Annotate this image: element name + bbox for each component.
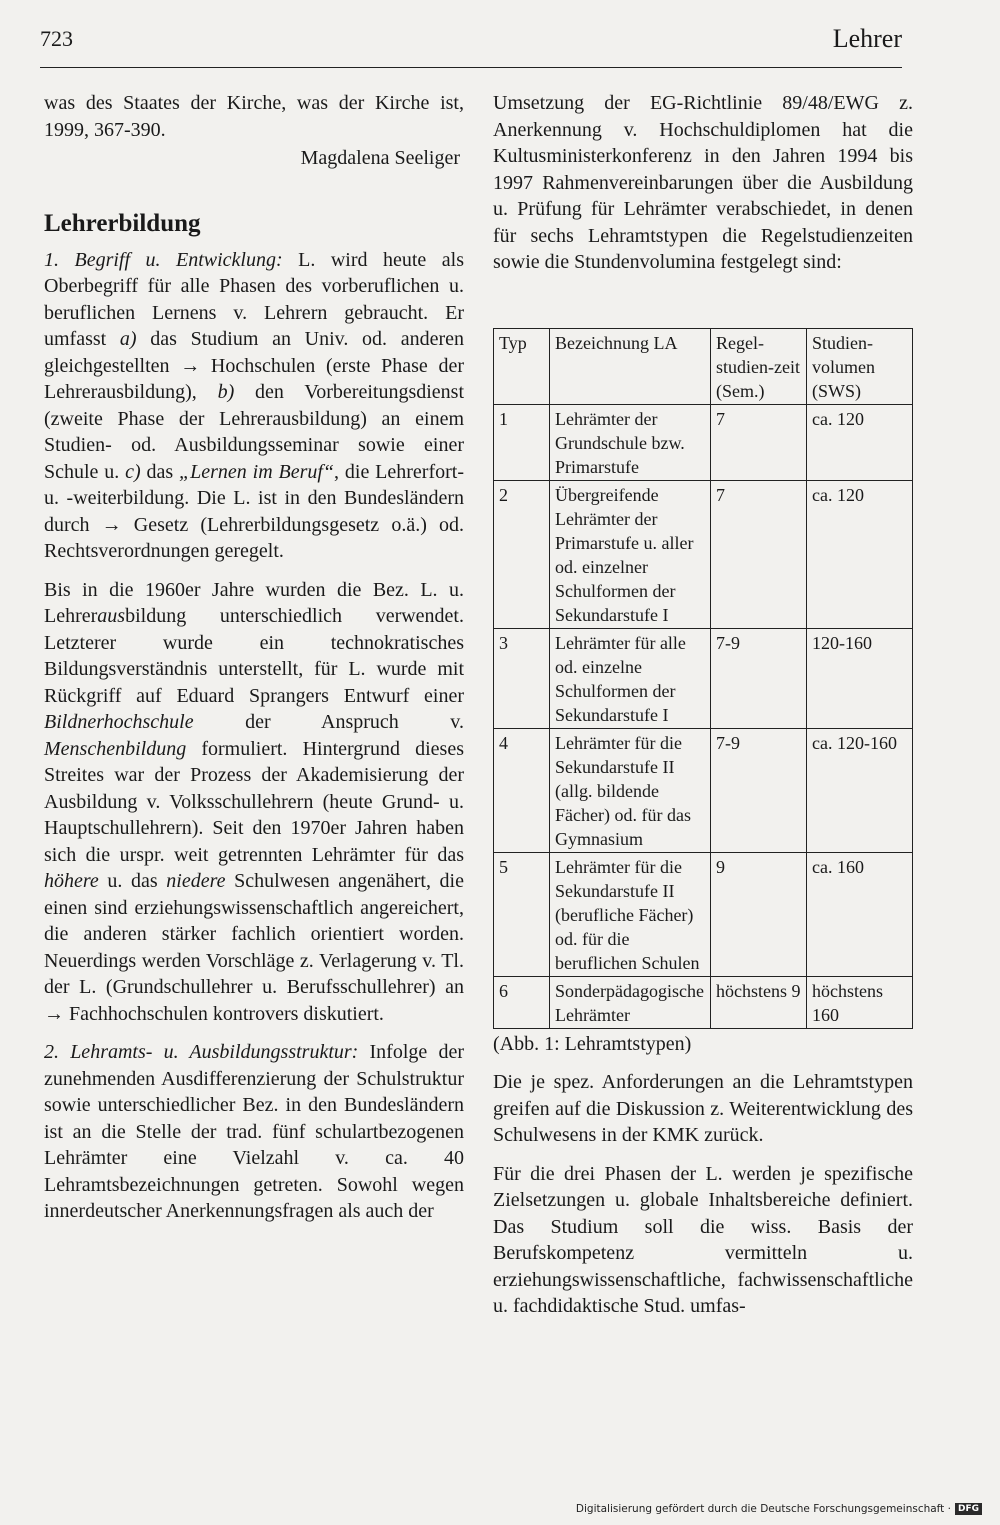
table-cell: Übergreifende Lehrämter der Primarstufe u. aller od. einzelner Schulformen der Sekundarstufe I [550, 480, 711, 628]
table-cell: 7 [711, 404, 807, 480]
section-1-heading: 1. Begriff u. Entwicklung: [44, 248, 283, 271]
history-paragraph: Bis in die 1960er Jahre wurden die Bez. L. u. Lehrerausbildung unterschiedlich verwendet. Letzterer wurde ein technokratisches Bildungsverständnis unterstellt, für L. wurde mit Rückgriff auf Eduard Sprangers Entwurf einer Bildnerhochschule der Anspruch v. Menschenbildung formuliert. Hintergrund dieses Streites war der Prozess der Akademisierung der Ausbildung v. Volksschullehrern (heute Grund- u. Hauptschullehrern). Seit den 1970er Jahren haben sich die urspr. weit getrennten Lehrämter für das höhere u. das niedere Schulwesen angenähert, die einen sind erziehungswissenschaftlich angereichert, die anderen stärker fachlich orientiert worden. Neuerdings werden Vorschläge z. Verlagerung v. Tl. der L. (Grundschullehrer u. Berufsschullehrer) an → Fachhochschulen kontrovers diskutiert. [44, 578, 464, 1025]
previous-article-end: was des Staates der Kirche, was der Kirche ist, 1999, 367-390. [44, 92, 464, 141]
table-header-cell: Studien-volumen (SWS) [807, 328, 913, 404]
table-cell: 5 [494, 852, 550, 976]
section-2-heading: 2. Lehramts- u. Ausbildungsstruktur: [44, 1041, 359, 1063]
regulation-paragraph: Umsetzung der EG-Richtlinie 89/48/EWG z. Anerkennung v. Hochschuldiplomen hat die Kultusministerkonferenz in den Jahren 1994 bis 1997 Rahmenvereinbarungen über die Ausbildung u. Prüfung für Lehrämter verabschiedet, in denen für sechs Lehramtstypen die Regelstudienzeiten sowie die Stundenvolumina festgelegt sind: [493, 92, 913, 273]
table-cell: 4 [494, 728, 550, 852]
table-row [494, 404, 913, 480]
table-cell: Lehrämter für die Sekundarstufe II (allg. bildende Fächer) od. für das Gymnasium [550, 728, 711, 852]
table-cell: höchstens 9 [711, 976, 807, 1028]
right-column [493, 90, 913, 1320]
table-cell: 7-9 [711, 728, 807, 852]
table-cell: 7 [711, 480, 807, 628]
table-cell: Sonderpädagogische Lehrämter [550, 976, 711, 1028]
running-head: Lehrer [832, 24, 902, 53]
table-body [494, 404, 913, 1028]
phases-paragraph: Für die drei Phasen der L. werden je spezifische Zielsetzungen u. globale Inhaltsbereiche definiert. Das Studium soll die wiss. Basis der Berufskompetenz vermitteln u. erziehungswissenschaftliche, fachwissenschaftliche u. fachdidaktische Stud. umfas- [493, 1162, 913, 1317]
dfg-logo-icon: DFG [955, 1503, 982, 1515]
table-cell: Lehrämter der Grundschule bzw. Primarstufe [550, 404, 711, 480]
table-cell: Lehrämter für die Sekundarstufe II (berufliche Fächer) od. für die beruflichen Schulen [550, 852, 711, 976]
table-row [494, 852, 913, 976]
table-cell: ca. 160 [807, 852, 913, 976]
table-cell: Lehrämter für alle od. einzelne Schulformen der Sekundarstufe I [550, 628, 711, 728]
article-title: Lehrerbildung [44, 209, 201, 237]
table-cell: ca. 120 [807, 404, 913, 480]
section-2-paragraph: 2. Lehramts- u. Ausbildungsstruktur: Infolge der zunehmenden Ausdifferenzierung der Schulstruktur sowie unterschiedlicher Bez. in den Bundesländern ist an die Stelle der trad. fünf schulartbezogenen Lehrämter eine Vielzahl v. ca. 40 Lehramtsbezeichnungen getreten. Sowohl wegen innerdeutscher Anerkennungsfragen als auch der [44, 1041, 464, 1222]
table-cell: 6 [494, 976, 550, 1028]
table-cell: 7-9 [711, 628, 807, 728]
author-signature: Magdalena Seeliger [300, 147, 460, 169]
table-cell: ca. 120 [807, 480, 913, 628]
table-row [494, 728, 913, 852]
page-header [40, 26, 902, 64]
table-cell: 1 [494, 404, 550, 480]
figure-caption: (Abb. 1: Lehramtstypen) [493, 1032, 692, 1055]
header-rule [40, 67, 902, 68]
requirements-paragraph: Die je spez. Anforderungen an die Lehramtstypen greifen auf die Diskussion z. Weiterentwicklung des Schulwesens in der KMK zurück. [493, 1071, 913, 1146]
table-row [494, 976, 913, 1028]
left-column [44, 90, 464, 1225]
table-row [494, 480, 913, 628]
table-header-row [494, 328, 913, 404]
table-cell: 120-160 [807, 628, 913, 728]
table-header-cell: Regel-studien-zeit (Sem.) [711, 328, 807, 404]
table-header-cell: Bezeichnung LA [550, 328, 711, 404]
table-header-cell: Typ [494, 328, 550, 404]
digitization-footer [576, 1503, 982, 1515]
table-row [494, 628, 913, 728]
table-cell: höchstens 160 [807, 976, 913, 1028]
teacher-types-table [493, 328, 913, 1029]
footer-text: Digitalisierung gefördert durch die Deutsche Forschungsgemeinschaft · [575, 1503, 951, 1515]
table-cell: ca. 120-160 [807, 728, 913, 852]
section-1-paragraph: 1. Begriff u. Entwicklung: L. wird heute als Oberbegriff für alle Phasen des vorberuflichen u. beruflichen Lernens v. Lehrern gebraucht. Er umfasst a) das Studium an Univ. od. anderen gleichgestellten → Hochschulen (erste Phase der Lehrerausbildung), b) den Vorbereitungsdienst (zweite Phase der Lehrerausbildung) an einem Studien- od. Ausbildungsseminar sowie einer Schule u. c) das „Lernen im Beruf“, die Lehrerfort- u. -weiterbildung. Die L. ist in den Bundesländern durch → Gesetz (Lehrerbildungsgesetz o.ä.) od. Rechtsverordnungen geregelt. [44, 248, 465, 562]
table-cell: 9 [711, 852, 807, 976]
table-cell: 2 [494, 480, 550, 628]
page-number: 723 [40, 26, 73, 51]
table-cell: 3 [494, 628, 550, 728]
